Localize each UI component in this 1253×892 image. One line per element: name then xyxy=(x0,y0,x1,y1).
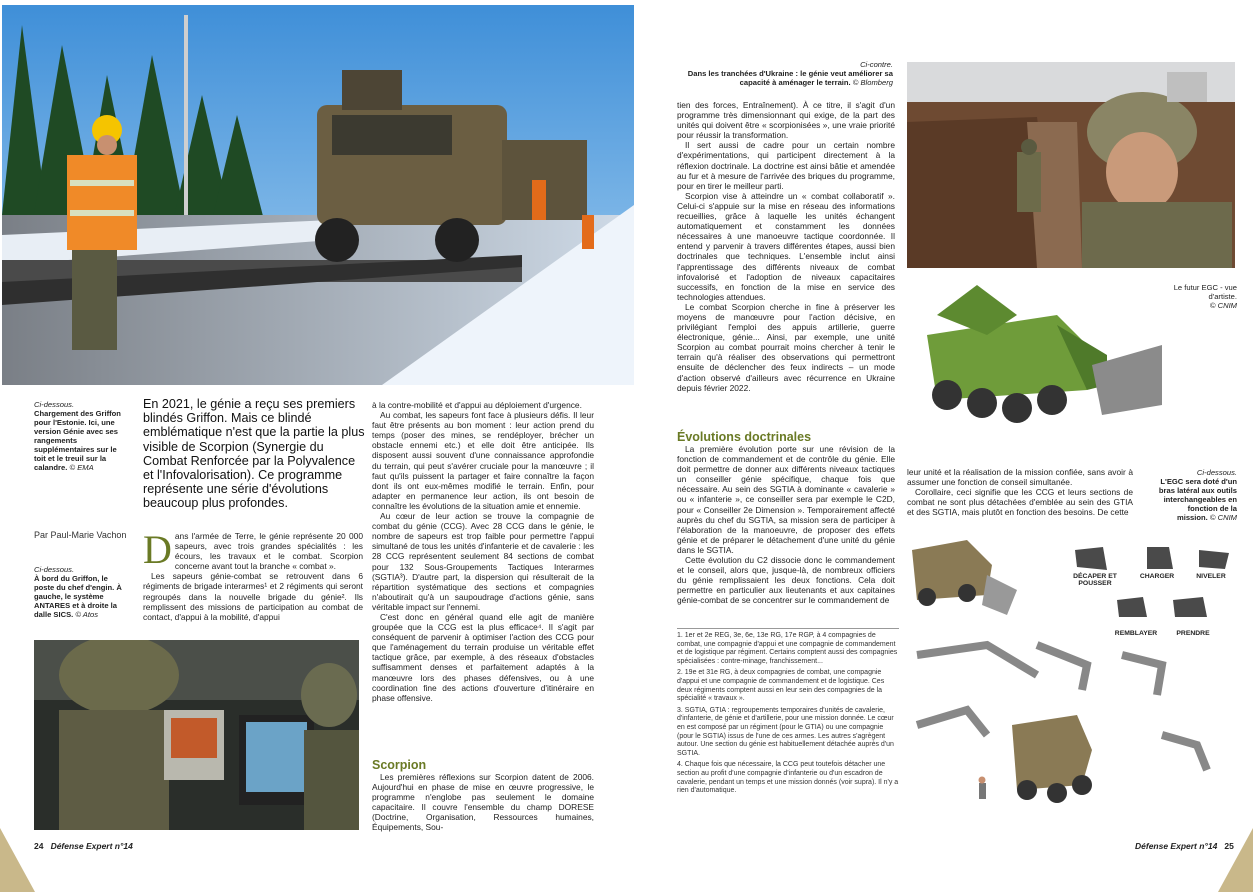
col4-paragraph-1: leur unité et la réalisation de la mission confiée, sans avoir à assumer une fonction de conseil simultanée. xyxy=(907,467,1133,488)
column-3 xyxy=(677,100,895,393)
col3-paragraph-6: Cette évolution du C2 dissocie donc le commandement et le conseil, alors que, jusque-là, de nombreux officiers du génie remplissaient les deux fonctions. Cela doit permettre en particulier aux lieutenants et aux capitaines génie-combat de se concentrer sur le commandement de xyxy=(677,555,895,606)
col1-paragraph-2: Les sapeurs génie-combat se retrouvent dans 6 régiments de brigade interarmes¹ et 2 régiments qui seront regroupés dans la nouvelle brigade du génie². Ils remplissent des missions de participation au combat de contact, d'appui à la mobilité, d'appui xyxy=(143,571,363,622)
caption-credit: © Atos xyxy=(75,610,98,619)
griffon-interior-photo xyxy=(34,640,359,830)
page-number-right: 25 xyxy=(1224,841,1234,851)
footer-left xyxy=(34,841,133,851)
caption-label: Ci-dessous. xyxy=(1196,468,1237,477)
right-page xyxy=(637,0,1253,892)
trench-caption xyxy=(677,60,893,87)
ukraine-trench-photo xyxy=(907,62,1235,268)
col2-paragraph-5: Les premières réflexions sur Scorpion datent de 2006. Aujourd'hui en phase de mise en œuvre progressive, le programme n'englobe pas seulement le domaine capacitaire. Il couvre l'ensemble du champ DORESE (Doctrine, Organisation, Ressources humaines, Équipements, Sou- xyxy=(372,772,594,833)
caption-text: À bord du Griffon, le poste du chef d'engin. À gauche, le système ANTARES et à droite la dalle SICS. xyxy=(34,574,122,619)
column-1 xyxy=(143,527,363,622)
top-photo-caption xyxy=(34,400,130,472)
col3-paragraph-3: Scorpion vise à atteindre un « combat collaboratif ». Celui-ci s'appuie sur la mise en réseau des informations recueillies, grâce à laquelle les unités échangent automatiquement et constamment les données nécessaires à une manoeuvre tactique coordonnée. Il entend y parvenir à travers différentes étapes, aussi bien doctrinales que techniques. L'ensemble inclut ainsi l'apprentissage des différents niveaux de combat infovalorisé et l'adoption de niveaux capacitaires successifs, en fonction de la mise en service des technologies attendues. xyxy=(677,190,895,302)
footer-right-ornament xyxy=(1193,828,1253,892)
footnote-1: 1. 1er et 2e REG, 3e, 6e, 13e RG, 17e RGP, à 4 compagnies de combat, une compagnie d'appui et une compagnie de commandement et de logistique par régiment. Certains comptent aussi des compagnies spécialisées : contre-minage, franchissement... xyxy=(677,632,898,665)
col2-paragraph-1: à la contre-mobilité et d'appui au déploiement d'urgence. xyxy=(372,400,582,410)
griffon-interior-caption xyxy=(34,565,130,619)
col3-paragraph-5: La première évolution porte sur une révision de la fonction de commandement et de contrôle du génie. Elle doit permettre de donner aux différents niveaux tactiques un conseiller génie spécifique, chaque fois que nécessaire. Au sein des SGTIA à dominante « cavalerie » ou « infanterie », ce conseiller sera par exemple le C2D, pour « Conseiller 2e Dimension ». Temporairement affecté auprès du chef du SGTIA, sa mission sera de participer à l'élaboration de la manoeuvre, de proposer des effets génie et de préparer le détachement d'une unité du génie dans le SGTIA. xyxy=(677,444,895,555)
column-4 xyxy=(907,467,1133,517)
tool-label-niveler: NIVELER xyxy=(1196,573,1226,580)
tool-label-decaper: DÉCAPER ET POUSSER xyxy=(1073,573,1117,587)
col1-paragraph-1: ans l'armée de Terre, le génie représente 20 000 sapeurs, avec trois grandes spécialités : les écours, les travaux et le combat. Scorpion concerne avant tout la branche « combat ». xyxy=(174,531,363,572)
tool-label-charger: CHARGER xyxy=(1139,573,1175,580)
col2-paragraph-2: Au combat, les sapeurs font face à plusieurs défis. Il leur faut être présents au bon moment : leur action prend du temps (poser des mines, se rendéployer, brécher un obstacle ennemi etc.) et elle doit être anticipée. Ils disposent aussi souvent d'une connaissance approfondie du terrain, qui peut s'avérer cruciale pour la manœuvre ; il faut qu'ils puissent la partager et faire connaître la façon dont ils ont eux-mêmes modifié le terrain. Enfin, pour adapter en permanence leur action, ils ont besoin de connaître les évolutions de la situation amie et ennemie. xyxy=(372,410,594,511)
caption-label: Ci-contre. xyxy=(860,60,893,69)
footnotes xyxy=(677,628,899,799)
footnote-4: 4. Chaque fois que nécessaire, la CCG peut toutefois détacher une section au profit d'une compagnie d'infanterie ou d'un escadron de cavalerie, pendant un temps et une mission donnés (voir supra). Il n'y a rien d'automatique. xyxy=(677,761,899,795)
caption-text: L'EGC sera doté d'un bras latéral aux outils interchangeables en fonction de la mission. xyxy=(1158,477,1237,522)
column-2-continued xyxy=(372,772,594,833)
caption-label: Ci-dessous. xyxy=(34,400,75,409)
col3-paragraph-1: tien des forces, Entraînement). À ce titre, il s'agit d'un programme très dimensionnant qui exige, de la part des unités qui doivent être « scorpionisées », une vraie priorité pour réussir la transformation. xyxy=(677,100,895,141)
footer-right xyxy=(1135,841,1234,851)
col3-paragraph-2: Il sert aussi de cadre pour un certain nombre d'expérimentations, qui participent directement à la réflexion doctrinale. La doctrine est ainsi bâtie et amendée au fur et à mesure de l'arrivée des briques du programme, pour en tirer le meilleur parti. xyxy=(677,140,895,191)
caption-credit: © Blomberg xyxy=(852,78,893,87)
col2-paragraph-4: C'est donc en général quand elle agit de manière groupée que la CCG est la plus efficace⁴. Il s'agit par conséquent de parvenir à optimiser l'action des CCG pour que l'aménagement du terrain produise un véritable effet tactique grâce, par exemple, à des réseaux d'obstacles suffisamment denses et parfaitement adaptés à la manœuvre lors des phases défensives, ou à une coordination fine des actions d'ouverture d'itinéraire en phase offensive. xyxy=(372,611,594,703)
egc-vehicle-render xyxy=(907,275,1169,445)
column-3-continued xyxy=(677,444,895,606)
tools-caption xyxy=(1157,468,1237,522)
heading-evolutions-doctrinales: Évolutions doctrinales xyxy=(677,430,812,444)
footer-left-ornament xyxy=(0,828,60,892)
page-number-left: 24 xyxy=(34,841,44,851)
magazine-title-left: Défense Expert n°14 xyxy=(50,841,133,851)
magazine-title-right: Défense Expert n°14 xyxy=(1135,841,1218,851)
caption-label: Ci-dessous. xyxy=(34,565,75,574)
col3-paragraph-4: Le combat Scorpion cherche in fine à préserver les moyens de manœuvre pour l'action décisive, en privilégiant l'emploi des appuis artillerie, guerre électronique, génie... Ainsi, par exemple, une unité Scorpion au combat pourrait moins chercher à tenir le terrain qu'à réaliser des observations qui permettront ensuite de déclencher des feux indirects – un mode d'action observé d'ailleurs avec récurrence en Ukraine depuis février 2022. xyxy=(677,301,895,393)
caption-credit: © CNIM xyxy=(1209,513,1237,522)
footnote-2: 2. 19e et 31e RG, à deux compagnies de combat, une compagnie d'appui et une compagnie de commandement et de logistique. Ces deux régiments comptent aussi en leur sein des compagnies de la spécialité « travaux ». xyxy=(677,669,885,703)
griffon-train-photo xyxy=(2,5,634,385)
caption-text: Dans les tranchées d'Ukraine : le génie veut améliorer sa capacité à aménager le terrain. xyxy=(687,69,893,87)
tool-label-remblayer: REMBLAYER xyxy=(1114,630,1158,637)
tool-label-prendre: PRENDRE xyxy=(1176,630,1210,637)
footnote-3: 3. SGTIA, GTIA : regroupements temporaires d'unités de cavalerie, d'infanterie, de génie et d'artillerie, pour une mission donnée. Le cœur en est composé par un régiment (pour le GTIA) ou une compagnie (pour le SGTIA) issus de l'une de ces armes. Les autres s'agrègent autour. Une section du génie est habituellement détachée auprès d'un SGTIA. xyxy=(677,706,894,757)
col2-paragraph-3: Au cœur de leur action se trouve la compagnie de combat du génie (CCG). Avec 28 CCG dans le génie, le nombre de sapeurs est trop faible pour permettre l'appui simultané de tous les unités d'infanterie et de cavalerie : les 28 CCG représentent seulement 84 sections de combat pour 132 Sous-Groupements Tactiques Interarmes (SGTIA³). D'autre part, la dispersion qui résulterait de la répartition systématique des sections et compagnies n'aboutirait qu'à un saupoudrage d'actions génie, sans véritable impact sur l'ennemi. xyxy=(372,511,594,612)
caption-credit: © EMA xyxy=(69,463,94,472)
column-2 xyxy=(372,400,594,703)
col4-paragraph-2: Corollaire, ceci signifie que les CCG et leurs sections de combat ne sont plus détachées d'emblée au sein des GTIA et des SGTIA, mais plutôt en fonction des besoins. De cette xyxy=(907,487,1133,518)
drop-cap: D xyxy=(143,527,172,572)
caption-credit: © CNIM xyxy=(1209,301,1237,310)
author-byline: Par Paul-Marie Vachon xyxy=(34,530,127,540)
caption-text: Chargement des Griffon pour l'Estonie. Ici, une version Génie avec ses rangements supplémentaires sur le toit et le treuil sur la calandre. xyxy=(34,409,121,472)
intro-paragraph: En 2021, le génie a reçu ses premiers blindés Griffon. Mais ce blindé emblématique n'est que la partie la plus visible de Scorpion (Synergie du Combat Renforcée par la Polyvalence et l'Infovalorisation). Ce programme représente une série d'évolutions beaucoup plus profondes. xyxy=(143,397,365,511)
caption-text: Le futur EGC - vue d'artiste. xyxy=(1173,283,1237,301)
heading-scorpion: Scorpion xyxy=(372,758,427,772)
egc-caption xyxy=(1167,283,1237,310)
